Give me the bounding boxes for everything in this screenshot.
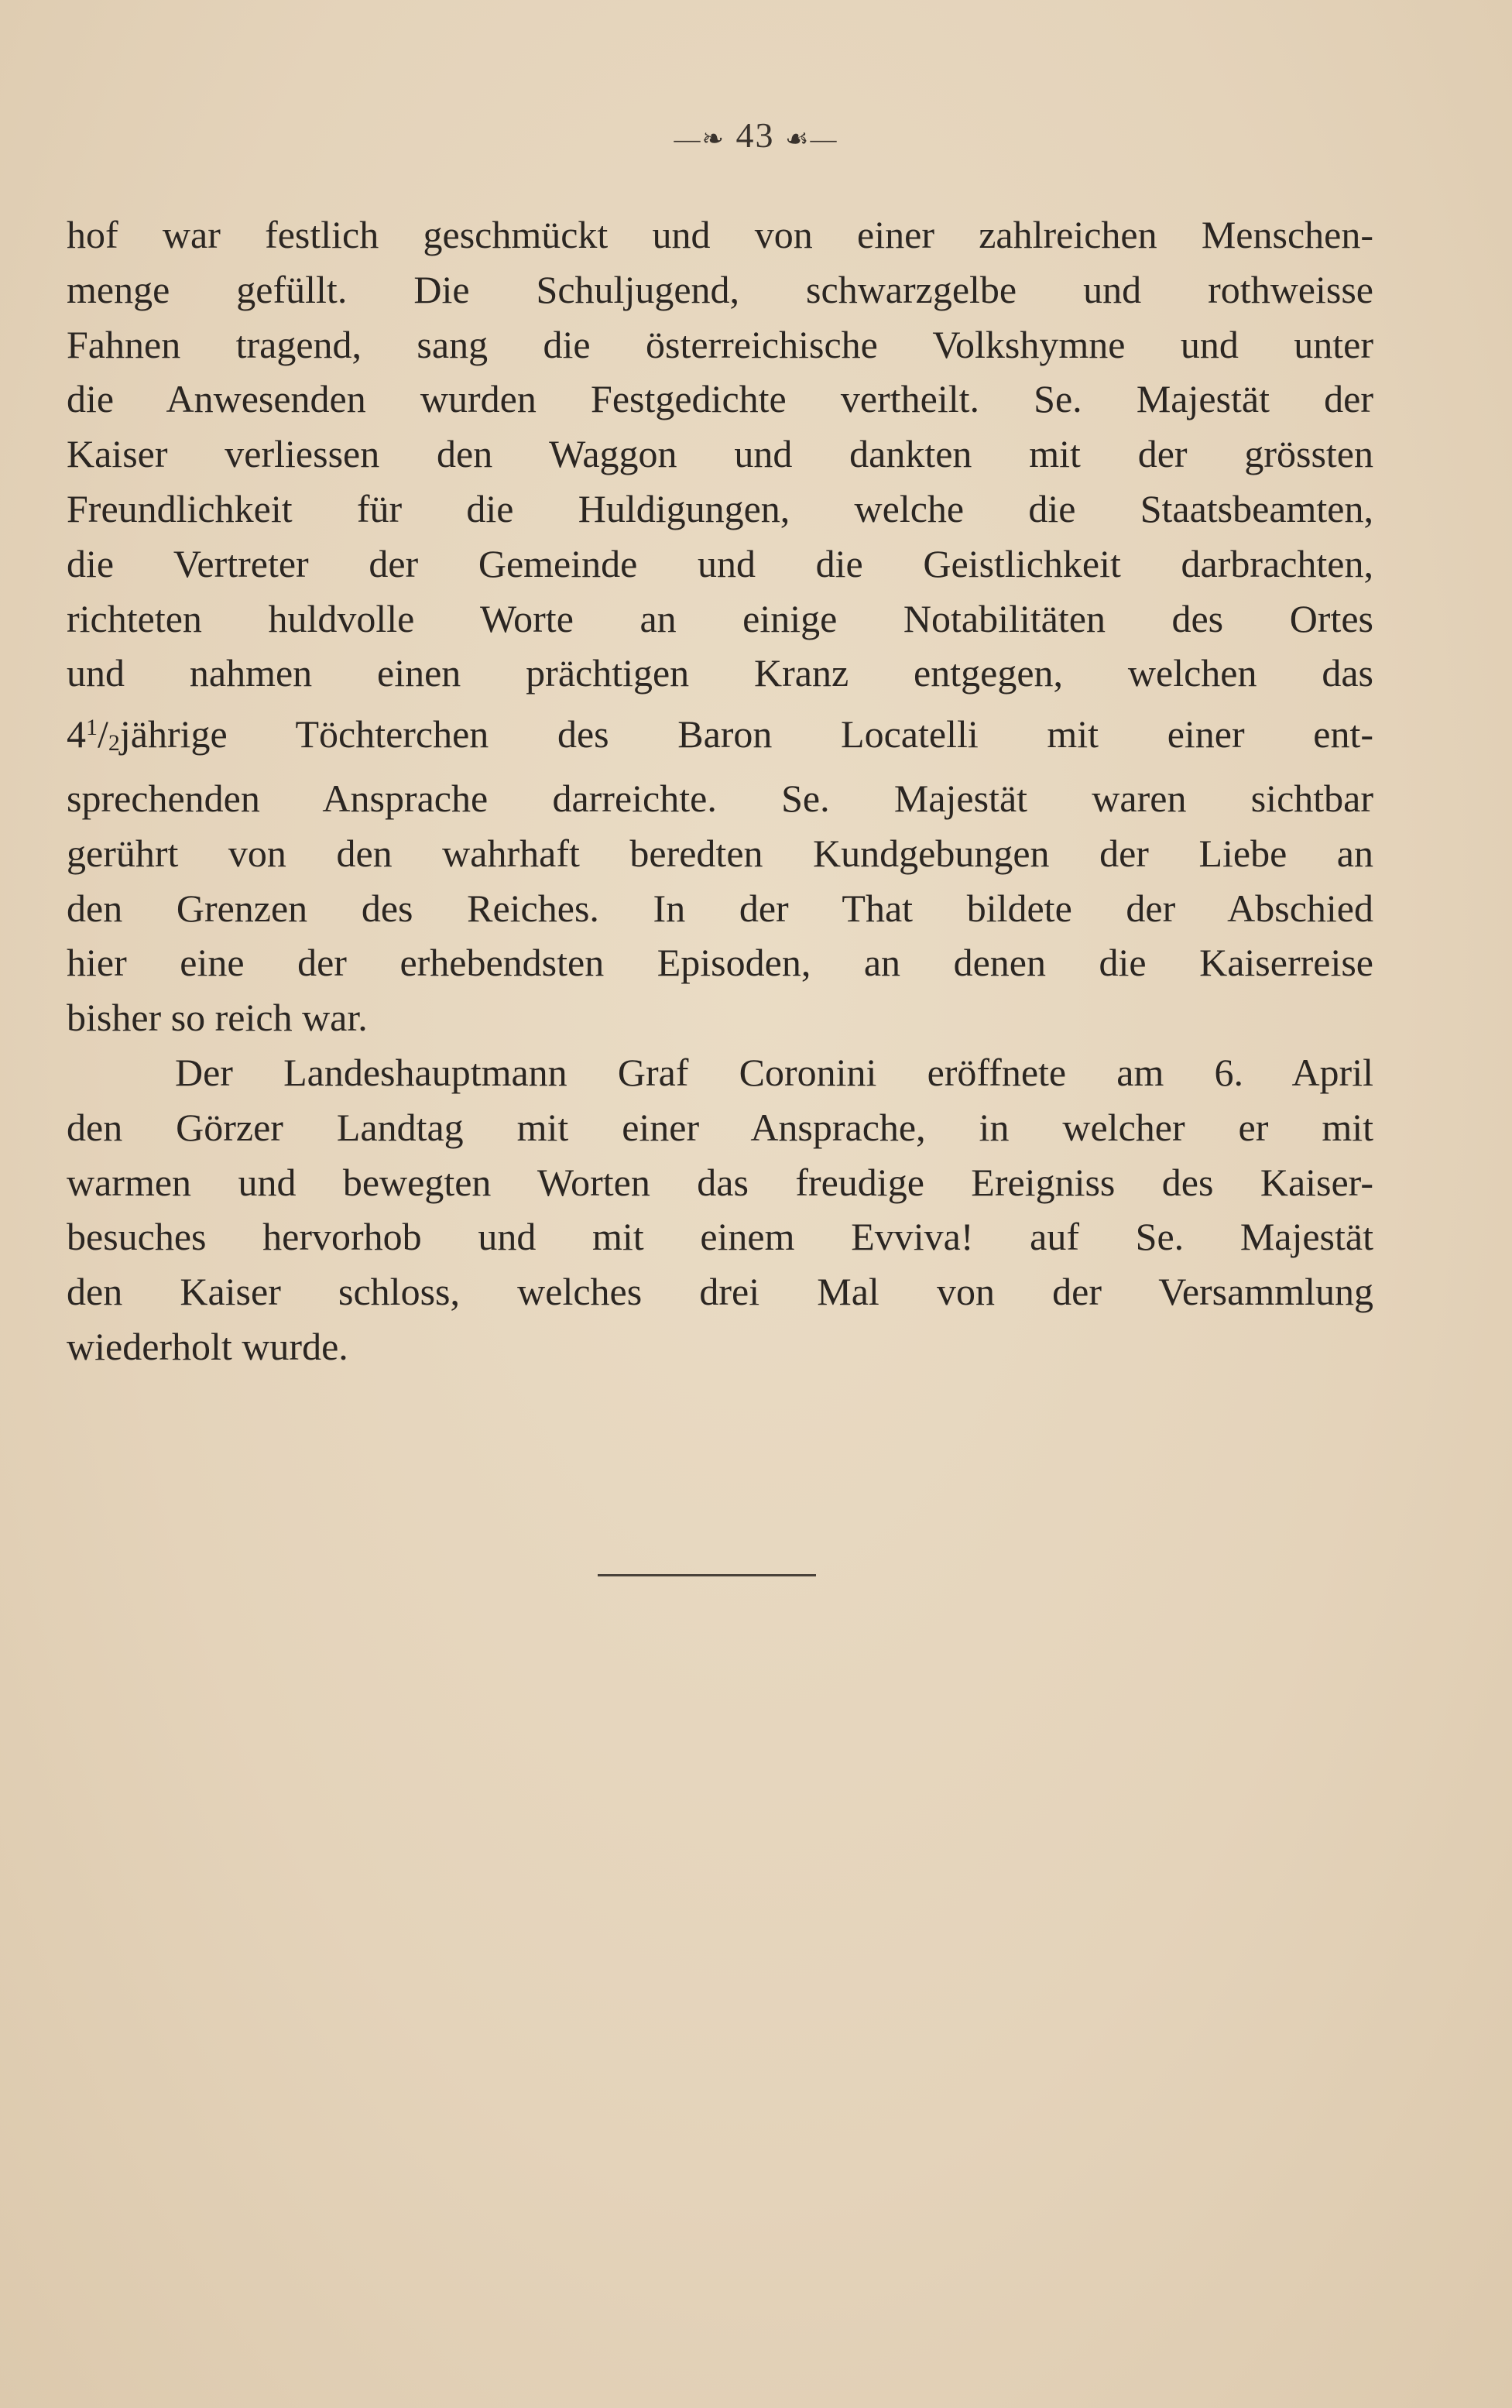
text-line: den Görzer Landtag mit einer Ansprache, in welcher er mit [67, 1105, 1373, 1149]
text-line: hier eine der erhebendsten Episoden, an denen die Kaiserreise [67, 941, 1373, 985]
page-header [0, 115, 1512, 156]
text-line: sprechenden Ansprache darreichte. Se. Majestät waren sichtbar [67, 776, 1373, 820]
paragraph-1 [67, 208, 1373, 1045]
fraction-denominator: 2 [108, 730, 120, 756]
fraction-numerator: 1 [86, 715, 98, 741]
section-divider [598, 1574, 816, 1576]
body-text [67, 208, 1373, 1374]
text-line: und nahmen einen prächtigen Kranz entgegen, welchen das [67, 651, 1373, 695]
text-line: die Vertreter der Gemeinde und die Geistlichkeit darbrachten, [67, 541, 1373, 585]
text-line: den Kaiser schloss, welches drei Mal von der Versammlung [67, 1270, 1373, 1314]
text-line: Fahnen tragend, sang die österreichische Volkshymne und unter [67, 322, 1373, 366]
paragraph-2 [67, 1045, 1373, 1374]
text-line: wiederholt wurde. [67, 1324, 348, 1368]
text-line: die Anwesenden wurden Festgedichte vertheilt. Se. Majestät der [67, 377, 1373, 421]
text-line: Kaiser verliessen den Waggon und dankten mit der grössten [67, 432, 1373, 476]
text-line: Freundlichkeit für die Huldigungen, welche die Staatsbeamten, [67, 486, 1373, 530]
text-line: den Grenzen des Reiches. In der That bildete der Abschied [67, 886, 1373, 930]
text-line: hof war festlich geschmückt und von einer zahlreichen Menschen- [67, 213, 1373, 256]
text-line: besuches hervorhob und mit einem Evviva! auf Se. Majestät [67, 1215, 1373, 1259]
fraction-rest: jährige Töchterchen des Baron Locatelli mit einer ent- [119, 712, 1373, 756]
ornament-right: ☙— [785, 125, 838, 154]
text-line: menge gefüllt. Die Schuljugend, schwarzgelbe und rothweisse [67, 267, 1373, 311]
text-line: warmen und bewegten Worten das freudige Ereigniss des Kaiser- [67, 1160, 1373, 1204]
ornament-left: —❧ [674, 125, 725, 154]
fraction-slash: / [98, 712, 108, 756]
text-line-fraction [67, 701, 1373, 771]
fraction-prefix: 4 [67, 712, 86, 756]
page-number: 43 [735, 115, 775, 155]
text-line: richteten huldvolle Worte an einige Notabilitäten des Ortes [67, 596, 1373, 640]
text-line: bisher so reich war. [67, 996, 368, 1040]
text-line: Der Landeshauptmann Graf Coronini eröffnete am 6. April [175, 1050, 1373, 1094]
text-line: gerührt von den wahrhaft beredten Kundgebungen der Liebe an [67, 831, 1373, 875]
